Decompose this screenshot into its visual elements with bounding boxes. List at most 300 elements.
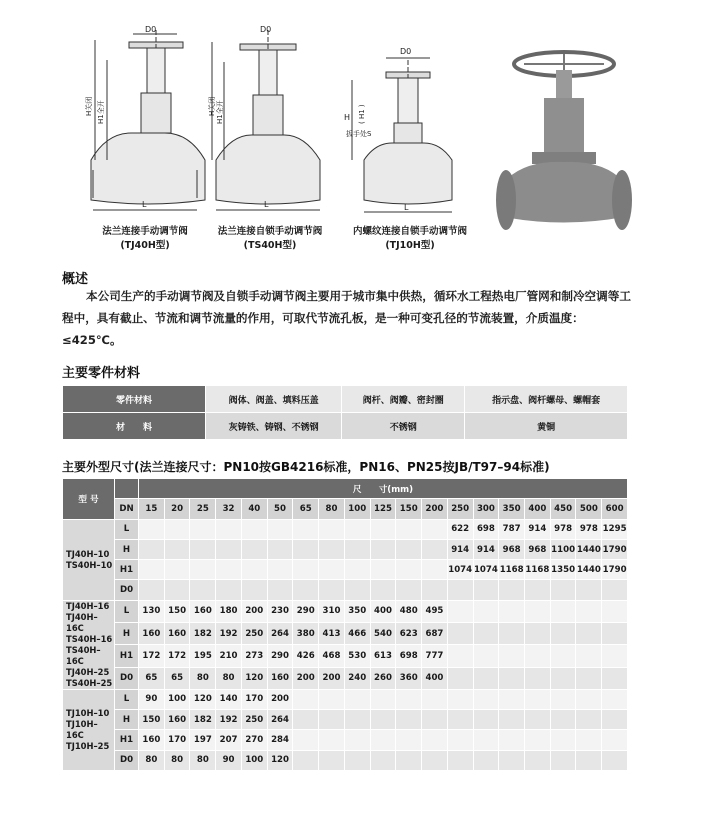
dim-value-cell: 120 bbox=[190, 689, 216, 709]
dim-value-cell: 172 bbox=[139, 645, 165, 667]
dim-dn-cell: 65 bbox=[293, 499, 319, 519]
dim-data-row bbox=[63, 580, 628, 600]
dim-h1: H1全开 bbox=[97, 100, 105, 124]
caption-ts40h bbox=[205, 225, 335, 253]
dim-value-cell: 207 bbox=[216, 730, 242, 750]
materials-header-row bbox=[63, 386, 628, 413]
dim-value-cell bbox=[602, 750, 628, 770]
dim-value-cell bbox=[525, 689, 551, 709]
dim-value-cell: 192 bbox=[216, 710, 242, 730]
dim-data-row bbox=[63, 519, 628, 539]
dim-value-cell bbox=[550, 750, 576, 770]
dim-value-cell bbox=[550, 689, 576, 709]
dim-value-cell bbox=[190, 560, 216, 580]
dim-h: H bbox=[344, 113, 351, 122]
dim-value-cell: 160 bbox=[139, 623, 165, 645]
dim-value-cell: 914 bbox=[525, 519, 551, 539]
dim-value-cell: 273 bbox=[241, 645, 267, 667]
dim-value-cell: 400 bbox=[370, 600, 396, 622]
dim-dn-cell: 100 bbox=[344, 499, 370, 519]
dim-dn-cell: 350 bbox=[499, 499, 525, 519]
dim-value-cell: 914 bbox=[473, 539, 499, 559]
dim-value-cell: 182 bbox=[190, 623, 216, 645]
dim-value-cell bbox=[447, 600, 473, 622]
dim-value-cell bbox=[216, 580, 242, 600]
dim-value-cell: 1350 bbox=[550, 560, 576, 580]
dim-param-label: D0 bbox=[115, 667, 139, 689]
dim-dn-cell: 450 bbox=[550, 499, 576, 519]
dim-value-cell bbox=[293, 580, 319, 600]
dim-value-cell: 698 bbox=[473, 519, 499, 539]
dim-value-cell bbox=[473, 667, 499, 689]
dim-value-cell bbox=[576, 667, 602, 689]
dim-value-cell bbox=[139, 560, 165, 580]
dim-value-cell bbox=[525, 645, 551, 667]
dim-value-cell: 65 bbox=[164, 667, 190, 689]
dim-value-cell bbox=[499, 730, 525, 750]
dim-value-cell: 172 bbox=[164, 645, 190, 667]
dim-value-cell: 350 bbox=[344, 600, 370, 622]
dim-value-cell: 140 bbox=[216, 689, 242, 709]
dim-value-cell bbox=[422, 519, 448, 539]
dim-value-cell bbox=[164, 539, 190, 559]
dim-value-cell: 182 bbox=[190, 710, 216, 730]
materials-cell: 灰铸铁、铸钢、不锈钢 bbox=[206, 413, 342, 440]
dim-value-cell: 80 bbox=[190, 667, 216, 689]
caption-text: 法兰连接手动调节阀 bbox=[102, 226, 188, 237]
dim-value-cell bbox=[190, 519, 216, 539]
dim-value-cell bbox=[602, 600, 628, 622]
dim-value-cell: 530 bbox=[344, 645, 370, 667]
valve-drawing-tj10h bbox=[340, 20, 465, 220]
dim-value-cell bbox=[370, 710, 396, 730]
dim-data-row bbox=[63, 600, 628, 622]
dim-model-cell: TJ40H–10 TS40H–10 bbox=[63, 519, 115, 600]
dim-value-cell bbox=[550, 710, 576, 730]
dim-data-row bbox=[63, 645, 628, 667]
caption-tj10h bbox=[340, 225, 480, 253]
dim-param-label: H bbox=[115, 623, 139, 645]
dim-value-cell: 200 bbox=[267, 689, 293, 709]
dim-value-cell: 150 bbox=[139, 710, 165, 730]
dim-dn-cell: 50 bbox=[267, 499, 293, 519]
dim-l: L bbox=[404, 203, 409, 212]
dim-value-cell bbox=[525, 623, 551, 645]
caption-model: (TJ10H型) bbox=[385, 240, 435, 251]
dim-value-cell bbox=[447, 710, 473, 730]
dim-value-cell bbox=[267, 519, 293, 539]
dim-value-cell bbox=[293, 750, 319, 770]
dim-value-cell bbox=[164, 560, 190, 580]
dim-value-cell bbox=[422, 750, 448, 770]
dim-value-cell bbox=[447, 580, 473, 600]
dim-value-cell: 426 bbox=[293, 645, 319, 667]
dim-value-cell bbox=[370, 730, 396, 750]
dim-value-cell: 197 bbox=[190, 730, 216, 750]
dim-value-cell: 192 bbox=[216, 623, 242, 645]
dim-value-cell bbox=[447, 689, 473, 709]
dim-value-cell bbox=[525, 750, 551, 770]
dim-value-cell bbox=[602, 645, 628, 667]
dim-value-cell bbox=[499, 600, 525, 622]
dim-value-cell: 687 bbox=[422, 623, 448, 645]
dim-value-cell bbox=[499, 750, 525, 770]
dim-param-label: H1 bbox=[115, 560, 139, 580]
dim-value-cell: 80 bbox=[190, 750, 216, 770]
dim-value-cell bbox=[190, 539, 216, 559]
dim-value-cell bbox=[473, 689, 499, 709]
dim-value-cell: 978 bbox=[576, 519, 602, 539]
dim-value-cell bbox=[216, 539, 242, 559]
dim-value-cell bbox=[602, 730, 628, 750]
dim-value-cell: 180 bbox=[216, 600, 242, 622]
dim-param-label: D0 bbox=[115, 750, 139, 770]
dim-value-cell bbox=[550, 667, 576, 689]
dim-value-cell bbox=[473, 600, 499, 622]
dim-value-cell: 1790 bbox=[602, 539, 628, 559]
dim-value-cell: 120 bbox=[267, 750, 293, 770]
dim-value-cell bbox=[550, 645, 576, 667]
dim-value-cell bbox=[370, 750, 396, 770]
dim-value-cell bbox=[550, 580, 576, 600]
dim-value-cell bbox=[550, 600, 576, 622]
dim-value-cell bbox=[422, 730, 448, 750]
dim-value-cell bbox=[396, 560, 422, 580]
dim-value-cell bbox=[164, 580, 190, 600]
dim-value-cell: 540 bbox=[370, 623, 396, 645]
dim-value-cell: 290 bbox=[267, 645, 293, 667]
dim-data-row bbox=[63, 710, 628, 730]
dim-value-cell: 413 bbox=[319, 623, 345, 645]
dim-value-cell bbox=[525, 710, 551, 730]
dim-value-cell bbox=[447, 623, 473, 645]
dim-value-cell bbox=[139, 539, 165, 559]
dim-value-cell bbox=[293, 710, 319, 730]
dim-param-label: L bbox=[115, 519, 139, 539]
dim-value-cell: 698 bbox=[396, 645, 422, 667]
overview-text: 本公司生产的手动调节阀及自锁手动调节阀主要用于城市集中供热，循环水工程热电厂管网和制冷空调等工程中，具有截止、节流和调节流量的作用，可取代节流孔板，是一种可变孔径的节流装置，介质温度：≤425℃。 bbox=[62, 289, 631, 347]
valve-drawing-ts40h bbox=[210, 20, 325, 220]
dim-value-cell: 1790 bbox=[602, 560, 628, 580]
dim-model-cell: TJ10H–10 TJ10H–16C TJ10H–25 bbox=[63, 689, 115, 770]
caption-model: (TS40H型) bbox=[243, 240, 297, 251]
dim-value-cell: 260 bbox=[370, 667, 396, 689]
dim-value-cell bbox=[550, 623, 576, 645]
dim-value-cell bbox=[319, 710, 345, 730]
dim-value-cell: 80 bbox=[216, 667, 242, 689]
dim-value-cell: 978 bbox=[550, 519, 576, 539]
dim-value-cell: 160 bbox=[190, 600, 216, 622]
dim-value-cell bbox=[447, 750, 473, 770]
dim-value-cell bbox=[267, 539, 293, 559]
dim-l: L bbox=[264, 200, 269, 209]
dim-size-header: 尺 寸(mm) bbox=[139, 479, 628, 499]
materials-cell: 不锈钢 bbox=[342, 413, 465, 440]
materials-row bbox=[63, 413, 628, 440]
dim-dn-row bbox=[63, 499, 628, 519]
dim-value-cell bbox=[525, 580, 551, 600]
dim-value-cell bbox=[319, 730, 345, 750]
dim-value-cell: 100 bbox=[241, 750, 267, 770]
materials-header-cell: 零件材料 bbox=[63, 386, 206, 413]
dim-value-cell: 90 bbox=[139, 689, 165, 709]
dim-value-cell: 360 bbox=[396, 667, 422, 689]
dim-dn-cell: 300 bbox=[473, 499, 499, 519]
dim-param-label: H1 bbox=[115, 730, 139, 750]
dim-value-cell: 468 bbox=[319, 645, 345, 667]
dim-dn-label: DN bbox=[115, 499, 139, 519]
dim-value-cell: 270 bbox=[241, 730, 267, 750]
dim-value-cell bbox=[319, 750, 345, 770]
dim-value-cell: 914 bbox=[447, 539, 473, 559]
dim-value-cell: 613 bbox=[370, 645, 396, 667]
dimensions-title: 主要外型尺寸(法兰连接尺寸：PN10按GB4216标准，PN16、PN25按JB/T97–94标准) bbox=[62, 460, 550, 474]
dim-dn-cell: 80 bbox=[319, 499, 345, 519]
dim-value-cell: 240 bbox=[344, 667, 370, 689]
dim-value-cell bbox=[293, 539, 319, 559]
dim-d0: D0 bbox=[260, 25, 272, 34]
dim-dn-cell: 500 bbox=[576, 499, 602, 519]
dim-data-row bbox=[63, 667, 628, 689]
dim-value-cell: 495 bbox=[422, 600, 448, 622]
dim-param-label: L bbox=[115, 689, 139, 709]
dim-value-cell bbox=[499, 623, 525, 645]
dim-value-cell bbox=[319, 560, 345, 580]
dim-value-cell: 622 bbox=[447, 519, 473, 539]
dim-value-cell: 160 bbox=[267, 667, 293, 689]
dim-value-cell bbox=[344, 750, 370, 770]
caption-model: (TJ40H型) bbox=[120, 240, 170, 251]
dim-value-cell: 210 bbox=[216, 645, 242, 667]
materials-cell: 材 料 bbox=[63, 413, 206, 440]
dim-value-cell: 1168 bbox=[525, 560, 551, 580]
dim-value-cell bbox=[139, 519, 165, 539]
dim-value-cell: 200 bbox=[293, 667, 319, 689]
dim-value-cell: 968 bbox=[525, 539, 551, 559]
dim-value-cell bbox=[473, 730, 499, 750]
dim-value-cell bbox=[576, 580, 602, 600]
dim-value-cell bbox=[422, 580, 448, 600]
dim-value-cell bbox=[344, 539, 370, 559]
dim-value-cell bbox=[602, 623, 628, 645]
dim-dn-cell: 20 bbox=[164, 499, 190, 519]
dimensions-table bbox=[62, 478, 628, 771]
dim-dn-cell: 250 bbox=[447, 499, 473, 519]
dim-value-cell bbox=[293, 730, 319, 750]
dim-value-cell: 200 bbox=[319, 667, 345, 689]
dim-value-cell: 230 bbox=[267, 600, 293, 622]
materials-table bbox=[62, 385, 628, 440]
dim-value-cell bbox=[396, 539, 422, 559]
dim-data-row bbox=[63, 560, 628, 580]
caption-text: 法兰连接自锁手动调节阀 bbox=[217, 226, 323, 237]
caption-tj40h bbox=[85, 225, 205, 253]
dim-value-cell bbox=[370, 560, 396, 580]
dim-value-cell: 160 bbox=[164, 623, 190, 645]
dim-value-cell: 80 bbox=[139, 750, 165, 770]
dim-value-cell bbox=[293, 519, 319, 539]
dim-value-cell bbox=[396, 580, 422, 600]
dim-value-cell bbox=[499, 580, 525, 600]
dim-value-cell bbox=[396, 750, 422, 770]
dim-value-cell: 170 bbox=[241, 689, 267, 709]
dim-value-cell: 120 bbox=[241, 667, 267, 689]
dim-value-cell: 400 bbox=[422, 667, 448, 689]
dim-dn-cell: 15 bbox=[139, 499, 165, 519]
dim-value-cell: 100 bbox=[164, 689, 190, 709]
dim-value-cell: 1168 bbox=[499, 560, 525, 580]
dim-value-cell bbox=[241, 580, 267, 600]
dim-value-cell bbox=[525, 730, 551, 750]
dim-dn-cell: 40 bbox=[241, 499, 267, 519]
dim-value-cell bbox=[447, 667, 473, 689]
dim-header-row bbox=[63, 479, 628, 499]
dim-value-cell bbox=[344, 689, 370, 709]
dim-value-cell: 480 bbox=[396, 600, 422, 622]
dim-dn-cell: 25 bbox=[190, 499, 216, 519]
dim-value-cell bbox=[602, 689, 628, 709]
dim-value-cell bbox=[164, 519, 190, 539]
dim-value-cell bbox=[422, 710, 448, 730]
dim-value-cell bbox=[370, 580, 396, 600]
dim-value-cell: 623 bbox=[396, 623, 422, 645]
dim-model-header: 型 号 bbox=[63, 479, 115, 520]
dim-value-cell bbox=[525, 667, 551, 689]
dim-value-cell bbox=[422, 539, 448, 559]
dim-value-cell: 310 bbox=[319, 600, 345, 622]
dim-value-cell bbox=[370, 539, 396, 559]
dim-value-cell bbox=[422, 560, 448, 580]
dim-value-cell bbox=[267, 560, 293, 580]
dim-dn-cell: 400 bbox=[525, 499, 551, 519]
dim-value-cell bbox=[267, 580, 293, 600]
dim-value-cell bbox=[525, 600, 551, 622]
dim-value-cell bbox=[396, 730, 422, 750]
dim-data-row bbox=[63, 689, 628, 709]
dim-value-cell: 130 bbox=[139, 600, 165, 622]
dim-dn-cell: 150 bbox=[396, 499, 422, 519]
overview-title: 概述 bbox=[62, 272, 89, 287]
dim-dn-cell: 125 bbox=[370, 499, 396, 519]
dim-value-cell bbox=[473, 710, 499, 730]
dim-value-cell: 90 bbox=[216, 750, 242, 770]
dim-value-cell: 968 bbox=[499, 539, 525, 559]
dim-s: 扳手处S bbox=[346, 130, 372, 138]
dim-value-cell bbox=[139, 580, 165, 600]
dim-value-cell bbox=[293, 689, 319, 709]
dim-value-cell bbox=[241, 539, 267, 559]
dim-value-cell bbox=[422, 689, 448, 709]
caption-text: 内螺纹连接自锁手动调节阀 bbox=[352, 226, 467, 237]
dim-value-cell: 787 bbox=[499, 519, 525, 539]
dim-value-cell bbox=[602, 580, 628, 600]
dim-value-cell bbox=[319, 689, 345, 709]
dim-h1: H1全开 bbox=[216, 100, 224, 124]
dim-value-cell: 170 bbox=[164, 730, 190, 750]
dim-value-cell: 1295 bbox=[602, 519, 628, 539]
dim-value-cell bbox=[473, 750, 499, 770]
dim-value-cell bbox=[576, 600, 602, 622]
dim-value-cell bbox=[344, 519, 370, 539]
dim-value-cell: 777 bbox=[422, 645, 448, 667]
dim-value-cell bbox=[499, 689, 525, 709]
dim-value-cell bbox=[473, 645, 499, 667]
dim-d0: D0 bbox=[400, 47, 412, 56]
dim-value-cell bbox=[396, 689, 422, 709]
dim-value-cell bbox=[370, 689, 396, 709]
materials-header-cell: 指示盘、阀杆螺母、螺帽套 bbox=[465, 386, 628, 413]
materials-cell: 黄铜 bbox=[465, 413, 628, 440]
dim-value-cell bbox=[319, 519, 345, 539]
dim-value-cell: 80 bbox=[164, 750, 190, 770]
dim-value-cell bbox=[293, 560, 319, 580]
dim-value-cell: 160 bbox=[164, 710, 190, 730]
dim-d0: D0 bbox=[145, 25, 157, 34]
dim-value-cell: 264 bbox=[267, 623, 293, 645]
dim-value-cell: 264 bbox=[267, 710, 293, 730]
dim-value-cell: 284 bbox=[267, 730, 293, 750]
dim-value-cell bbox=[602, 667, 628, 689]
dim-data-row bbox=[63, 539, 628, 559]
dim-param-label: L bbox=[115, 600, 139, 622]
dim-value-cell bbox=[396, 519, 422, 539]
dim-value-cell bbox=[216, 519, 242, 539]
materials-title: 主要零件材料 bbox=[62, 366, 141, 381]
materials-header-cell: 阀杆、阀瓣、密封圈 bbox=[342, 386, 465, 413]
dim-value-cell bbox=[499, 710, 525, 730]
dim-value-cell bbox=[447, 645, 473, 667]
dim-value-cell bbox=[241, 519, 267, 539]
dim-value-cell bbox=[576, 710, 602, 730]
dim-value-cell bbox=[344, 560, 370, 580]
dim-data-row bbox=[63, 623, 628, 645]
dim-value-cell bbox=[576, 689, 602, 709]
dim-data-row bbox=[63, 750, 628, 770]
dim-value-cell bbox=[344, 580, 370, 600]
dim-value-cell bbox=[576, 730, 602, 750]
dim-value-cell bbox=[190, 580, 216, 600]
dim-value-cell: 195 bbox=[190, 645, 216, 667]
dim-model-cell: TJ40H–16 TJ40H–16C TS40H–16 TS40H–16C TJ40H–25 TS40H–25 bbox=[63, 600, 115, 689]
dim-value-cell: 250 bbox=[241, 623, 267, 645]
dim-dn-cell: 600 bbox=[602, 499, 628, 519]
dim-value-cell: 290 bbox=[293, 600, 319, 622]
dim-value-cell: 380 bbox=[293, 623, 319, 645]
materials-header-cell: 阀体、阀盖、填料压盖 bbox=[206, 386, 342, 413]
dim-value-cell bbox=[473, 580, 499, 600]
dim-value-cell bbox=[499, 645, 525, 667]
valve-drawing-tj40h bbox=[85, 20, 200, 220]
dim-value-cell bbox=[396, 710, 422, 730]
dim-value-cell bbox=[319, 539, 345, 559]
dim-value-cell bbox=[319, 580, 345, 600]
dim-value-cell: 250 bbox=[241, 710, 267, 730]
dim-value-cell: 65 bbox=[139, 667, 165, 689]
dim-value-cell bbox=[576, 750, 602, 770]
dim-value-cell: 160 bbox=[139, 730, 165, 750]
dim-param-label: H bbox=[115, 539, 139, 559]
dim-value-cell bbox=[602, 710, 628, 730]
dim-value-cell bbox=[370, 519, 396, 539]
dim-h: H关闭 bbox=[85, 96, 93, 116]
dim-value-cell: 1074 bbox=[473, 560, 499, 580]
dim-value-cell: 150 bbox=[164, 600, 190, 622]
dim-value-cell: 1440 bbox=[576, 539, 602, 559]
dim-dn-cell: 32 bbox=[216, 499, 242, 519]
dim-value-cell bbox=[344, 710, 370, 730]
dim-param-label: H bbox=[115, 710, 139, 730]
dim-value-cell bbox=[241, 560, 267, 580]
